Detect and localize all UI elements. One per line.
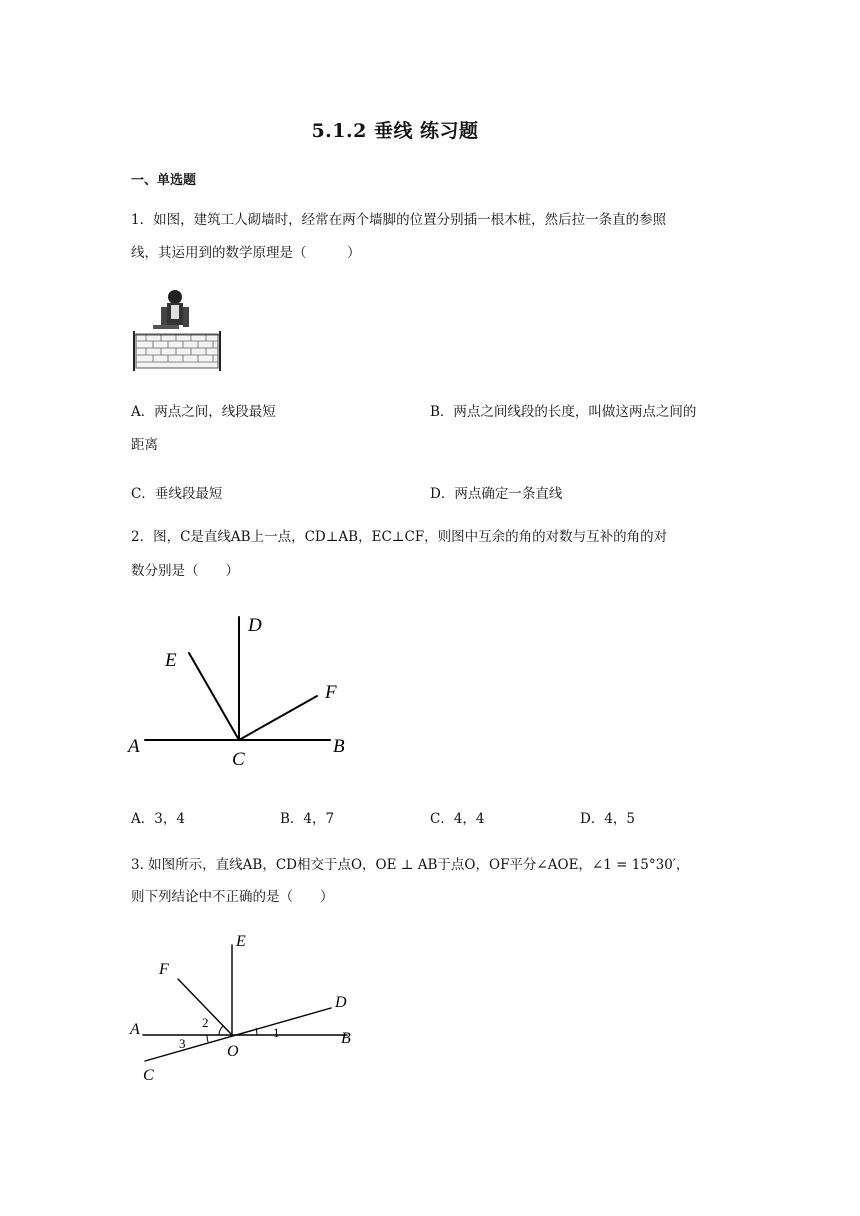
- label-c: C: [143, 1067, 154, 1084]
- q1-option-b-continued: 距离: [131, 437, 158, 453]
- label-b: B: [341, 1030, 351, 1047]
- q1-option-a[interactable]: A．两点之间，线段最短: [131, 404, 276, 420]
- label-angle-2: 2: [202, 1015, 209, 1030]
- label-d: D: [335, 994, 347, 1011]
- label-f: F: [325, 682, 337, 703]
- page-title: 5.1.2 垂线 练习题: [311, 120, 479, 142]
- angle-3-arc: [207, 1035, 208, 1042]
- label-c: C: [232, 749, 245, 770]
- question-2-line-1: 2．图，C是直线AB上一点，CD⊥AB，EC⊥CF，则图中互余的角的对数与互补的角的对: [131, 529, 668, 545]
- q1-option-d[interactable]: D．两点确定一条直线: [430, 486, 563, 502]
- label-a: A: [130, 1021, 140, 1038]
- question-3-line-1: 3. 如图所示，直线AB，CD相交于点O，OE ⊥ AB于点O，OF平分∠AOE，∠1 = 15°30′，: [131, 857, 690, 873]
- q2-option-b[interactable]: B．4，7: [280, 811, 335, 827]
- label-angle-1: 1: [273, 1025, 280, 1040]
- label-b: B: [333, 736, 345, 757]
- question-2-line-2: 数分别是（ ）: [131, 563, 239, 579]
- label-f: F: [159, 961, 169, 978]
- label-e: E: [236, 933, 246, 950]
- q2-option-d[interactable]: D．4，5: [580, 811, 636, 827]
- q2-option-c[interactable]: C．4，4: [430, 811, 485, 827]
- section-heading: 一、单选题: [131, 173, 197, 188]
- label-a: A: [128, 736, 140, 757]
- question-1-line-1: 1．如图，建筑工人砌墙时，经常在两个墙脚的位置分别插一根木桩，然后拉一条直的参照: [131, 212, 667, 228]
- angle-2-arc: [219, 1026, 223, 1035]
- label-angle-3: 3: [179, 1036, 186, 1051]
- q1-option-c[interactable]: C．垂线段最短: [131, 486, 223, 502]
- figure-q2-perpendicular-lines: [125, 605, 365, 775]
- question-1-line-2: 线，其运用到的数学原理是（ ）: [131, 245, 361, 261]
- label-o: O: [227, 1043, 239, 1060]
- label-d: D: [248, 615, 262, 636]
- ray-ce: [189, 653, 239, 740]
- q2-option-a[interactable]: A．3，4: [131, 811, 185, 827]
- bricklayer-illustration: [131, 289, 223, 371]
- q1-option-b[interactable]: B．两点之间线段的长度，叫做这两点之间的: [430, 404, 697, 420]
- question-3-line-2: 则下列结论中不正确的是（ ）: [131, 889, 334, 905]
- label-e: E: [165, 650, 177, 671]
- ray-cf: [239, 696, 317, 740]
- figure-q3-intersecting-lines: [125, 925, 365, 1085]
